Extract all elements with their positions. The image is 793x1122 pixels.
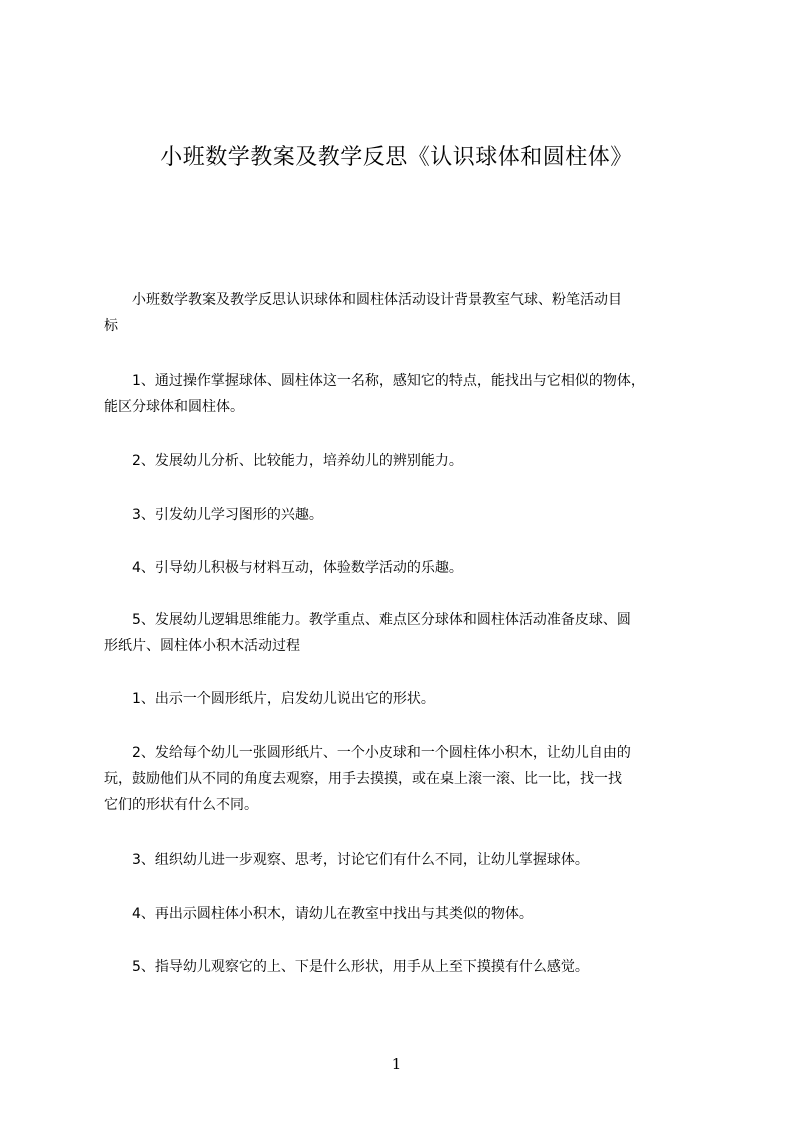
paragraph-step-2 [104,740,694,818]
paragraph-step-1 [104,686,694,712]
paragraph-goal-1 [104,368,694,420]
paragraph-step-4 [104,901,694,927]
paragraph-line: 能区分球体和圆柱体。 [104,399,244,415]
paragraph-goal-2 [104,448,694,474]
paragraph-line: 5、指导幼儿观察它的上、下是什么形状，用手从上至下摸摸有什么感觉。 [104,959,589,975]
paragraph-goal-4 [104,555,694,581]
paragraph-line: 1、出示一个圆形纸片，启发幼儿说出它的形状。 [104,691,435,707]
paragraph-line: 玩，鼓励他们从不同的角度去观察，用手去摸摸，或在桌上滚一滚、比一比，找一找 [104,771,622,787]
paragraph-line: 5、发展幼儿逻辑思维能力。教学重点、难点区分球体和圆柱体活动准备皮球、圆 [104,612,631,628]
paragraph-line: 1、通过操作掌握球体、圆柱体这一名称，感知它的特点，能找出与它相似的物体， [104,373,645,389]
paragraph-line: 2、发给每个幼儿一张圆形纸片、一个小皮球和一个圆柱体小积木，让幼儿自由的 [104,745,631,761]
page-number: 1 [391,1055,402,1073]
paragraph-goal-5 [104,607,694,659]
paragraph-line: 3、引发幼儿学习图形的兴趣。 [104,507,323,523]
document-title: 小班数学教案及教学反思《认识球体和圆柱体》 [160,145,633,170]
paragraph-line: 形纸片、圆柱体小积木活动过程 [104,638,300,654]
paragraph-line: 4、再出示圆柱体小积木，请幼儿在教室中找出与其类似的物体。 [104,906,533,922]
paragraph-step-3 [104,847,694,873]
paragraph-line: 小班数学教案及教学反思认识球体和圆柱体活动设计背景教室气球、粉笔活动目 [104,292,622,308]
paragraph-line: 标 [104,318,118,334]
paragraph-step-5 [104,954,694,980]
paragraph-intro [104,287,694,339]
paragraph-goal-3 [104,502,694,528]
paragraph-line: 3、组织幼儿进一步观察、思考，讨论它们有什么不同，让幼儿掌握球体。 [104,852,589,868]
paragraph-line: 4、引导幼儿积极与材料互动，体验数学活动的乐趣。 [104,560,463,576]
paragraph-line: 2、发展幼儿分析、比较能力，培养幼儿的辨别能力。 [104,453,463,469]
paragraph-line: 它们的形状有什么不同。 [104,797,258,813]
